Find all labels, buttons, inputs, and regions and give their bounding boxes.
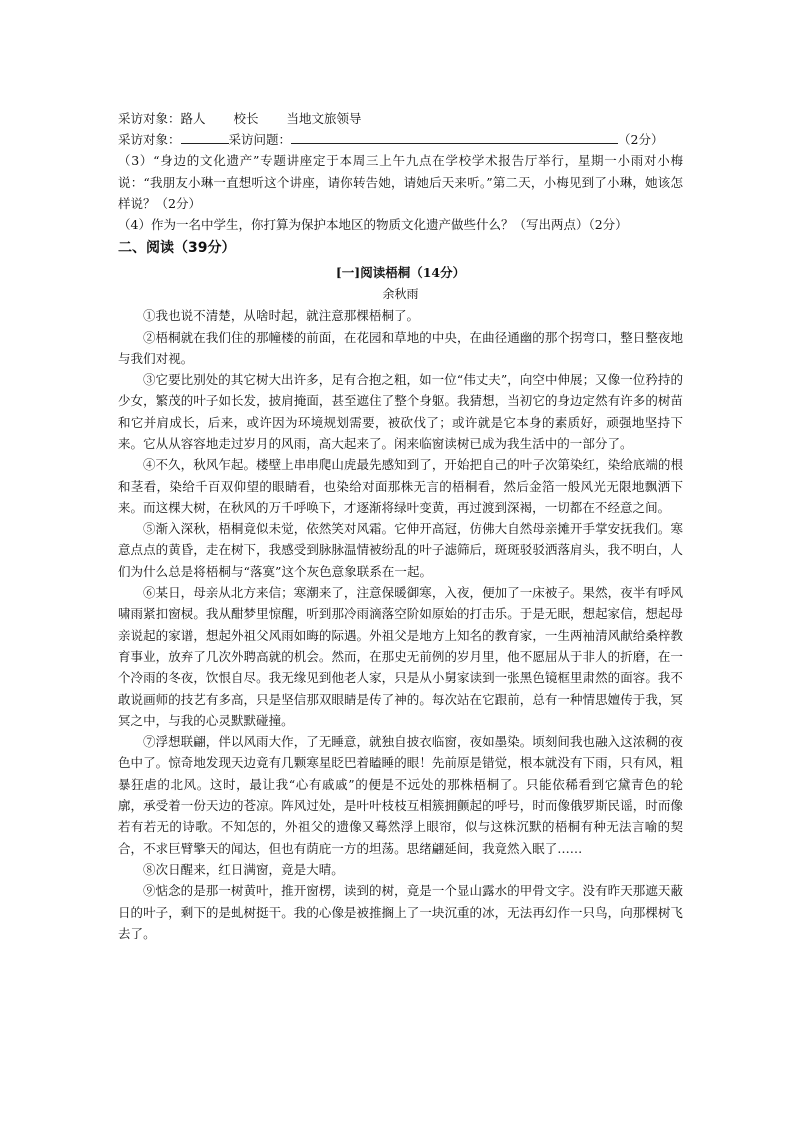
article-paragraph: ⑤渐入深秋，梧桐竟似未觉，依然笑对风霜。它伸开高冠，仿佛大自然母亲摊开手掌安抚我们。寒意点点的黄昏，走在树下，我感受到脉脉温情被纷乱的叶子滤筛后，斑斑驳驳洒落肩头，我不明白，人们为什么总是将梧桐与“落寞”这个灰色意象联系在一起。 [118, 521, 683, 579]
article-paragraph: ⑨惦念的是那一树黄叶，推开窗楞，读到的树，竟是一个显山露水的甲骨文字。没有昨天那遮天蔽日的叶子，剩下的是虬树挺干。我的心像是被推搁上了一块沉重的冰，无法再幻作一只鸟，向那棵树飞去了。 [118, 883, 683, 941]
fill-label: 采访对象： [118, 132, 181, 148]
fill-score: （2分） [618, 132, 664, 148]
question-3: （3）“身边的文化遗产”专题讲座定于本周三上午九点在学校学术报告厅举行，星期一小雨对小梅说：“我朋友小琳一直想听这个讲座，请你转告她，请她后天来听。”第二天，小梅见到了小琳，她该怎样说？（2分） [118, 153, 683, 211]
question-4: （4）作为一名中学生，你打算为保护本地区的物质文化遗产做些什么？（写出两点）（2分） [118, 217, 628, 233]
interview-label: 采访对象： [118, 111, 181, 126]
article-paragraph: ①我也说不清楚，从啥时起，就注意那棵梧桐了。 [143, 308, 420, 324]
section-heading: 二、阅读（39分） [118, 240, 236, 257]
article-paragraph: ⑥某日，母亲从北方来信；寒潮来了，注意保暖御寒，入夜，便加了一床被子。果然，夜半有呼风啸雨紧扣窗棂。我从酣梦里惊醒，听到那冷雨滴落空阶如原始的打击乐。于是无眠，想起家信，想起母亲说起的家谱，想起外祖父风雨如晦的际遇。外祖父是地方上知名的教育家，一生两袖清风献给桑梓教育事业，放弃了几次外聘高就的机会。然而，在那史无前例的岁月里，他不愿屈从于非人的折磨，在一个冷雨的冬夜，饮恨自尽。我无缘见到他老人家，只是从小舅家读到一张黑色镜框里肃然的面容。我不敢说画师的技艺有多高，只是坚信那双眼睛是传了神的。每次站在它跟前，总有一种情思嬗传于我，冥冥之中，与我的心灵默默碰撞。 [118, 585, 683, 728]
article-title: [一]阅读梧桐（14分） [335, 265, 466, 281]
interview-option: 当地文旅领导 [286, 111, 362, 126]
answer-blank[interactable] [291, 131, 618, 144]
article-paragraph: ③它要比别处的其它树大出许多，足有合抱之粗，如一位“伟丈夫”，向空中伸展；又像一位矜持的少女，繁茂的叶子如长发，披肩掩面，甚至遮住了整个身躯。我猜想，当初它的身边定然有许多的树苗和它并肩成长，后来，或许因为环境规划需要，被砍伐了；或许就是它本身的素质好，顽强地坚持下来。它从从容容地走过岁月的风雨，高大起来了。闲来临窗读树已成为我生活中的一部分了。 [118, 372, 683, 451]
article-author: 余秋雨 [382, 287, 419, 302]
fill-mid-label: 采访问题： [228, 132, 292, 148]
article-paragraph: ④不久，秋风乍起。楼壁上串串爬山虎最先感知到了，开始把自己的叶子次第染红，染给底端的根和茎看，染给千百双仰望的眼睛看，也染给对面那株无言的梧桐看，然后金箔一般风光无限地飘洒下来。而这棵大树，在秋风的万千呼唤下，才逐渐将绿叶变黄，再过渡到深褐，一切都在不经意之间。 [118, 457, 683, 515]
interview-option: 校长 [233, 111, 259, 126]
page-content [118, 108, 683, 944]
article-paragraph: ⑦浮想联翩，伴以风雨大作，了无睡意，就独自披衣临窗，夜如墨染。顷刻间我也融入这浓稠的夜色中了。惊奇地发现天边竟有几颗寒星眨巴着瞌睡的眼！先前原是错觉，根本就没有下雨，只有风，粗暴狂虐的北风。这时，最让我“心有戚戚”的便是不远处的那株梧桐了。只能依稀看到它黛青色的轮廓，承受着一份天边的苍凉。阵风过处，是叶叶枝枝互相簇拥颤起的呼号，时而像俄罗斯民谣，时而像若有若无的诗歌。不知怎的，外祖父的遗像又蓦然浮上眼帘，似与这株沉默的梧桐有种无法言喻的契合，不求巨臂擎天的闻达，但也有荫庇一方的坦荡。思绪翩延间，我竟然入眠了…… [118, 734, 683, 856]
interview-fill-line [118, 129, 683, 150]
article-paragraph: ②梧桐就在我们住的那幢楼的前面，在花园和草地的中央，在曲径通幽的那个拐弯口，整日整夜地与我们对视。 [118, 329, 683, 366]
interview-option: 路人 [180, 111, 206, 126]
article-paragraph: ⑧次日醒来，红日满窗，竟是大晴。 [143, 861, 344, 877]
interview-options-line [118, 108, 683, 129]
answer-blank[interactable] [181, 131, 229, 144]
